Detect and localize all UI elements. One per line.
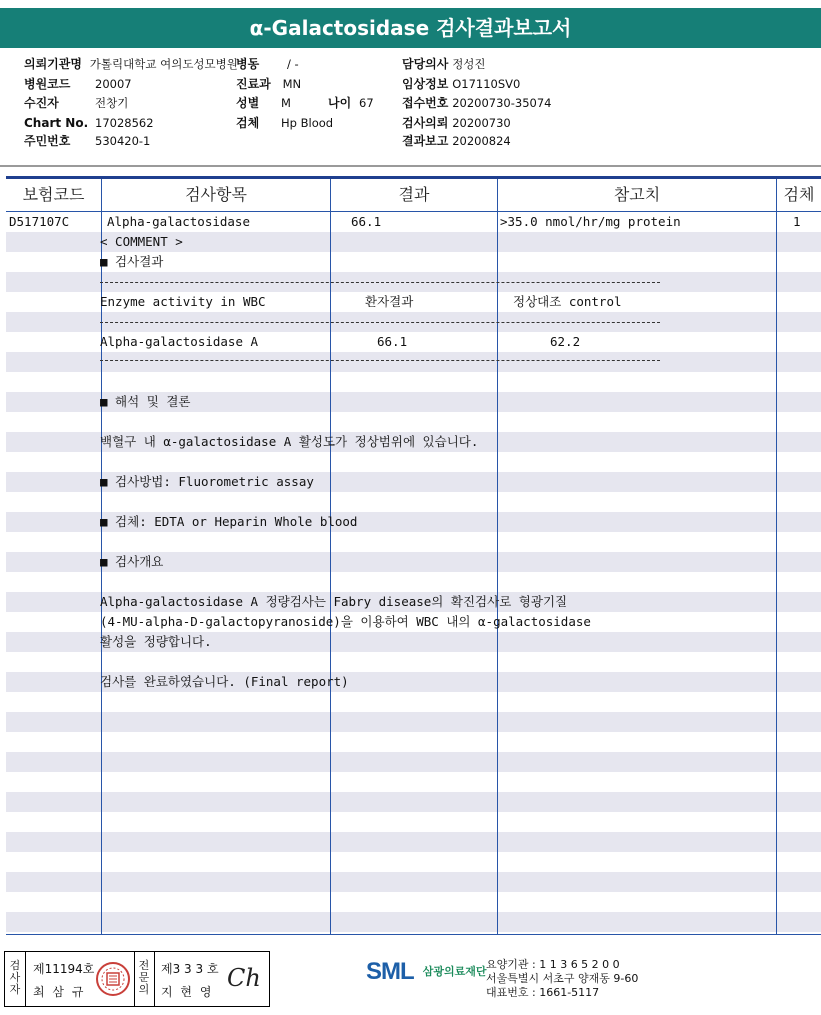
id-no-value: 530420-1: [95, 134, 151, 148]
subtable-col-control: 정상대조 control: [513, 294, 622, 309]
report-title: α-Galactosidase 검사결과보고서: [0, 8, 821, 48]
result-section-heading: ■ 검사결과: [100, 254, 164, 269]
sex-field: [236, 96, 291, 110]
column-divider: [330, 179, 331, 934]
clinical-info-label: 임상정보: [402, 77, 449, 91]
results-table: [6, 179, 821, 935]
requesting-institution-label: 의뢰기관명: [24, 57, 82, 71]
dashed-rule: [100, 322, 660, 323]
seal-icon: [95, 961, 131, 997]
col-result: 결과: [398, 185, 430, 204]
header-row-1: [24, 57, 238, 71]
institution-number: 요양기관 : 1 1 3 6 5 2 0 0: [486, 958, 620, 971]
report-date-label: 결과보고: [402, 134, 449, 148]
subtable-row-control-value: 62.2: [550, 334, 581, 349]
patient-label: 수진자: [24, 96, 59, 110]
header-divider: [0, 165, 821, 167]
row-reference: >35.0 nmol/hr/mg protein: [500, 214, 681, 229]
department-field: [236, 77, 301, 91]
table-header: [6, 179, 821, 212]
box-divider: [154, 952, 155, 1006]
physician-label: 전문의: [138, 959, 150, 996]
row-stripe: [6, 792, 821, 812]
col-test-item: 검사항목: [185, 185, 247, 204]
column-divider: [776, 179, 777, 934]
col-specimen: 검체: [783, 185, 815, 204]
row-stripe: [6, 712, 821, 732]
sml-logo: [366, 958, 487, 986]
doctor-value: 정성진: [452, 57, 486, 71]
overview-line-2: (4-MU-alpha-D-galactopyranoside)을 이용하여 WBC 내의 α-galactosidase: [100, 614, 591, 629]
specimen-line: ■ 검체: EDTA or Heparin Whole blood: [100, 514, 358, 529]
report-footer: [0, 944, 821, 1015]
inspector-label: 검사자: [9, 959, 21, 996]
chart-no-value: 17028562: [95, 116, 154, 130]
ward-label: 병동: [236, 57, 260, 71]
ward-value: / -: [287, 57, 299, 71]
receipt-no-label: 접수번호: [402, 96, 449, 110]
box-divider: [25, 952, 26, 1006]
col-reference: 참고치: [613, 185, 661, 204]
ward-field: [236, 57, 299, 71]
id-no-field: [24, 134, 151, 148]
chart-no-label: Chart No.: [24, 116, 89, 130]
overview-line-1: Alpha-galactosidase A 정량검사는 Fabry disease의 확진검사로 형광기질: [100, 594, 568, 609]
department-value: MN: [282, 77, 302, 91]
receipt-no-value: 20200730-35074: [452, 96, 552, 110]
final-report-line: 검사를 완료하였습니다. (Final report): [100, 674, 349, 689]
row-result: 66.1: [351, 214, 382, 229]
age-value: 67: [359, 96, 374, 110]
chart-no-field: [24, 116, 154, 130]
physician-name: 지 현 영: [161, 985, 214, 999]
age-label: 나이: [328, 96, 352, 110]
row-stripe: [6, 872, 821, 892]
dashed-rule: [100, 282, 660, 283]
institution-address: 서울특별시 서초구 양재동 9-60: [486, 972, 639, 985]
column-divider: [497, 179, 498, 934]
sex-value: M: [281, 96, 291, 110]
method-line: ■ 검사방법: Fluorometric assay: [100, 474, 314, 489]
interpretation-text: 백혈구 내 α-galactosidase A 활성도가 정상범위에 있습니다.: [100, 434, 479, 449]
sex-label: 성별: [236, 96, 260, 110]
patient-value: 전창기: [95, 96, 129, 110]
specimen-value: Hp Blood: [281, 116, 334, 130]
receipt-no-field: [402, 96, 551, 110]
subtable-col-enzyme: Enzyme activity in WBC: [100, 294, 266, 309]
department-label: 진료과: [236, 77, 271, 91]
specimen-label: 검체: [236, 116, 260, 130]
row-insurance-code: D517107C: [9, 214, 70, 229]
row-specimen-count: 1: [793, 214, 801, 229]
inspector-name: 최 삼 규: [33, 985, 86, 999]
subtable-row-enzyme: Alpha-galactosidase A: [100, 334, 259, 349]
specimen-field: [236, 116, 333, 130]
physician-signature: Ch: [227, 964, 261, 992]
inspector-license: 제11194호: [33, 962, 95, 976]
row-test-item: Alpha-galactosidase: [107, 214, 250, 229]
col-insurance-code: 보험코드: [22, 185, 85, 204]
row-stripe: [6, 752, 821, 772]
signature-box: [4, 951, 270, 1007]
row-stripe: [6, 352, 821, 372]
subtable-row-patient-value: 66.1: [377, 334, 408, 349]
report-date-field: [402, 134, 511, 148]
patient-field: [24, 96, 129, 110]
comment-heading: < COMMENT >: [100, 234, 183, 249]
requesting-institution-value: 가톨릭대학교 여의도성모병원: [89, 57, 238, 71]
report-date-value: 20200824: [452, 134, 511, 148]
request-date-field: [402, 116, 511, 130]
id-no-label: 주민번호: [24, 134, 71, 148]
overview-heading: ■ 검사개요: [100, 554, 164, 569]
hospital-code-field: [24, 77, 132, 91]
interpretation-heading: ■ 해석 및 결론: [100, 394, 191, 409]
physician-license: 제3 3 3 호: [161, 962, 219, 976]
hospital-code-label: 병원코드: [24, 77, 71, 91]
dashed-rule: [100, 360, 660, 361]
row-stripe: [6, 912, 821, 932]
doctor-field: [402, 57, 486, 71]
request-date-label: 검사의뢰: [402, 116, 449, 130]
doctor-label: 담당의사: [402, 57, 449, 71]
clinical-info-field: [402, 77, 520, 91]
subtable-col-patient: 환자결과: [365, 294, 414, 309]
age-field: [328, 96, 374, 110]
logo-abbr: SML: [366, 958, 414, 985]
request-date-value: 20200730: [452, 116, 511, 130]
clinical-info-value: O17110SV0: [452, 77, 521, 91]
institution-phone: 대표번호 : 1661-5117: [486, 986, 600, 999]
institution-info: [486, 958, 638, 1000]
row-stripe: [6, 832, 821, 852]
hospital-code-value: 20007: [95, 77, 132, 91]
logo-name: 삼광의료재단: [422, 965, 487, 978]
overview-line-3: 활성을 정량합니다.: [100, 634, 212, 649]
box-divider: [134, 952, 135, 1006]
